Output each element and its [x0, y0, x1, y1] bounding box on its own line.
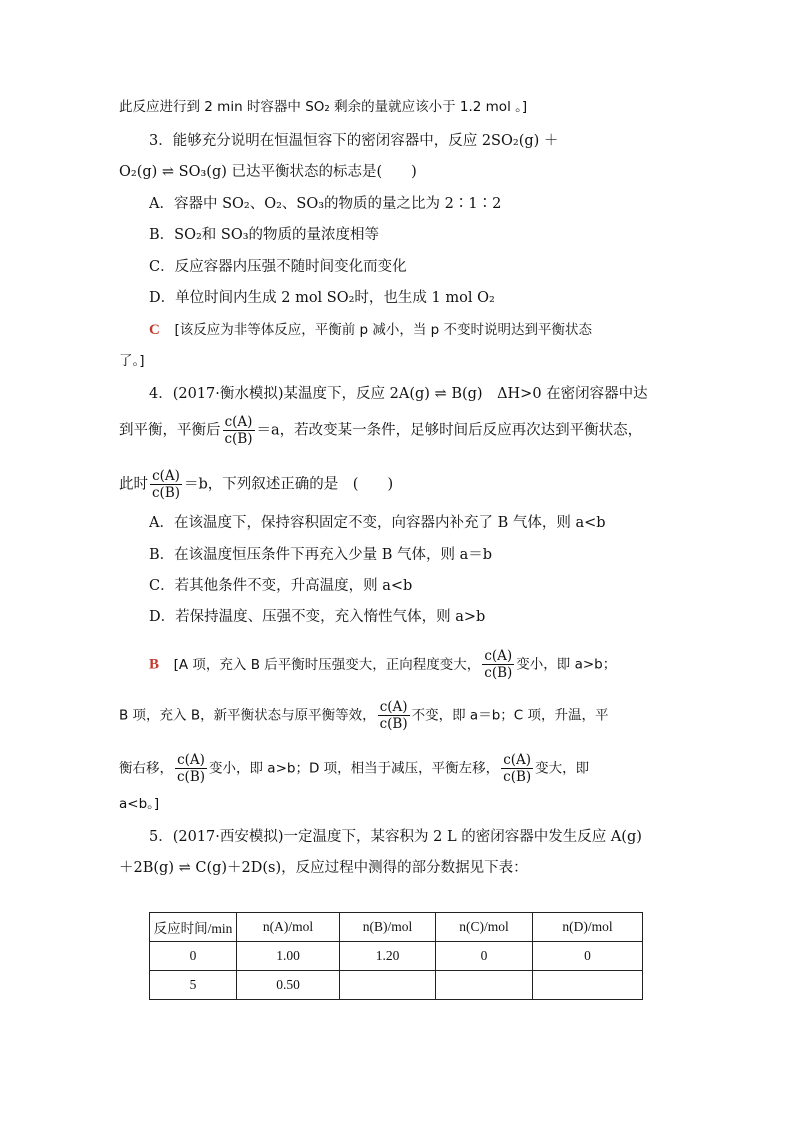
q4-option-c: C．若其他条件不变，升高温度，则 a<b	[149, 578, 413, 594]
data-table	[149, 912, 643, 1000]
ratio-fraction	[378, 699, 410, 732]
table-cell	[340, 971, 436, 1000]
q4-answer-text: 变小，即 a>b；D 项，相当于减压，平衡左移，	[209, 760, 500, 777]
q3-answer-line-1	[149, 320, 592, 340]
q3-option-b: B．SO₂和 SO₃的物质的量浓度相等	[149, 227, 380, 243]
q5-stem-line-2: ＋2B(g) ⇌ C(g)＋2D(s)，反应过程中测得的部分数据见下表：	[119, 860, 528, 876]
fraction-numerator: c(A)	[223, 414, 255, 431]
q4-stem-line-1: 4．(2017·衡水模拟)某温度下，反应 2A(g) ⇌ B(g) ΔH>0 在密闭容器中达	[149, 386, 648, 402]
q4-answer-text: B 项，充入 B，新平衡状态与原平衡等效，	[119, 707, 376, 724]
fraction-numerator: c(A)	[501, 752, 533, 769]
q4-answer-letter: B	[149, 656, 160, 673]
ratio-fraction	[501, 752, 533, 785]
q4-stem-line-2	[119, 414, 642, 447]
table-header-cell: n(A)/mol	[237, 913, 340, 942]
table-cell: 1.00	[237, 942, 340, 971]
q4-answer-text: [A 项，充入 B 后平衡时压强变大，正向程度变大，	[173, 656, 481, 673]
fraction-denominator: c(B)	[503, 769, 532, 785]
table-row	[150, 971, 643, 1000]
table-row	[150, 942, 643, 971]
ratio-fraction	[482, 648, 514, 681]
q3-option-a: A．容器中 SO₂、O₂、SO₃的物质的量之比为 2∶1∶2	[149, 196, 502, 212]
q3-answer-letter: C	[149, 322, 160, 338]
table-header-cell: n(D)/mol	[533, 913, 643, 942]
table-cell	[436, 971, 533, 1000]
q4-option-d: D．若保持温度、压强不变，充入惰性气体，则 a>b	[149, 609, 486, 625]
q4-stem-text: 此时	[119, 476, 148, 493]
q4-answer-text: 变小，即 a>b；	[516, 656, 617, 673]
fraction-denominator: c(B)	[224, 431, 253, 447]
q4-answer-line-2	[119, 699, 608, 732]
q3-stem-line-2: O₂(g) ⇌ SO₃(g) 已达平衡状态的标志是( )	[119, 164, 417, 180]
q4-option-b: B．在该温度恒压条件下再充入少量 B 气体，则 a＝b	[149, 547, 493, 563]
ratio-fraction	[223, 414, 255, 447]
q4-stem-text: ＝b，下列叙述正确的是 ( )	[184, 476, 394, 493]
table-cell: 5	[150, 971, 237, 1000]
fraction-numerator: c(A)	[150, 468, 182, 485]
q4-answer-text: 衡右移，	[119, 760, 173, 777]
q3-stem-line-1: 3．能够充分说明在恒温恒容下的密闭容器中，反应 2SO₂(g) ＋	[149, 133, 559, 149]
table-header-cell: n(B)/mol	[340, 913, 436, 942]
fraction-denominator: c(B)	[152, 485, 181, 501]
fraction-denominator: c(B)	[177, 769, 206, 785]
table-header-cell: n(C)/mol	[436, 913, 533, 942]
table-cell: 0	[533, 942, 643, 971]
prev-answer-tail: 此反应进行到 2 min 时容器中 SO₂ 剩余的量就应该小于 1.2 mol 。]	[119, 99, 528, 115]
table-cell	[533, 971, 643, 1000]
q4-stem-line-3	[119, 468, 393, 501]
q4-answer-text: 变大，即	[535, 760, 590, 777]
table-cell: 0.50	[237, 971, 340, 1000]
table-cell: 0	[436, 942, 533, 971]
ratio-fraction	[150, 468, 182, 501]
q3-option-d: D．单位时间内生成 2 mol SO₂时，也生成 1 mol O₂	[149, 290, 495, 306]
q4-answer-line-1	[149, 648, 616, 681]
fraction-denominator: c(B)	[379, 716, 408, 732]
q4-answer-line-4: a<b。]	[119, 796, 160, 812]
ratio-fraction	[175, 752, 207, 785]
table-header-cell: 反应时间/min	[150, 913, 237, 942]
fraction-denominator: c(B)	[484, 665, 513, 681]
fraction-numerator: c(A)	[378, 699, 410, 716]
q4-answer-line-3	[119, 752, 589, 785]
table-header-row	[150, 913, 643, 942]
q3-answer-line-2: 了。]	[119, 353, 145, 369]
table-cell: 1.20	[340, 942, 436, 971]
fraction-numerator: c(A)	[482, 648, 514, 665]
q4-answer-text: 不变，即 a＝b；C 项，升温，平	[411, 707, 609, 724]
q3-option-c: C．反应容器内压强不随时间变化而变化	[149, 259, 407, 275]
q5-stem-line-1: 5．(2017·西安模拟)一定温度下，某容积为 2 L 的密闭容器中发生反应 A(g)	[149, 829, 642, 845]
q3-answer-explanation: [该反应为非等体反应，平衡前 p 减小，当 p 不变时说明达到平衡状态	[174, 322, 593, 338]
q4-stem-text: ＝a，若改变某一条件，足够时间后反应再次达到平衡状态，	[256, 422, 643, 439]
q4-stem-text: 到平衡，平衡后	[119, 422, 221, 439]
table-cell: 0	[150, 942, 237, 971]
fraction-numerator: c(A)	[175, 752, 207, 769]
q4-option-a: A．在该温度下，保持容积固定不变，向容器内补充了 B 气体，则 a<b	[149, 515, 606, 531]
